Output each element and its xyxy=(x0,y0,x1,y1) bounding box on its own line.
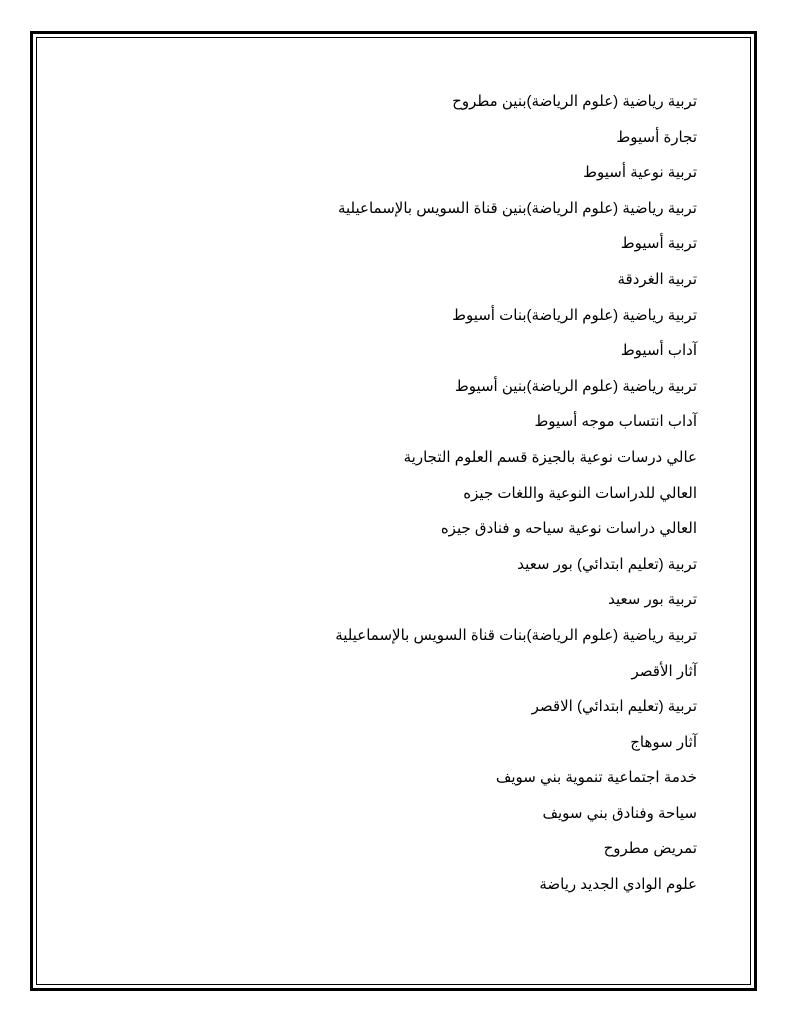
list-item: سياحة وفنادق بني سويف xyxy=(542,804,697,822)
list-item: العالي للدراسات النوعية واللغات جيزه xyxy=(463,484,697,502)
list-item: تجارة أسيوط xyxy=(616,128,697,146)
list-item: تربية بور سعيد xyxy=(608,591,697,609)
list-item: آداب انتساب موجه أسيوط xyxy=(534,413,697,431)
list-item: تربية رياضية (علوم الرياضة)بنات قناة السويس بالإسماعيلية xyxy=(335,626,697,644)
list-item: العالي دراسات نوعية سياحه و فنادق جيزه xyxy=(440,520,697,538)
list-item: تربية (تعليم ابتدائي) بور سعيد xyxy=(517,555,697,573)
list-item: آثار سوهاج xyxy=(630,733,697,751)
list-item: تربية رياضية (علوم الرياضة)بنين أسيوط xyxy=(454,377,697,395)
list-item: عالي درسات نوعية بالجيزة قسم العلوم التجارية xyxy=(403,448,697,466)
list-item: تربية نوعية أسيوط xyxy=(583,164,697,182)
faculty-list xyxy=(97,92,697,911)
list-item: خدمة اجتماعية تنموية بني سويف xyxy=(495,769,697,787)
list-item: تربية رياضية (علوم الرياضة)بنات أسيوط xyxy=(452,306,697,324)
list-item: آداب أسيوط xyxy=(620,342,697,360)
list-item: تربية رياضية (علوم الرياضة)بنين مطروح xyxy=(452,93,697,110)
list-item: علوم الوادي الجديد رياضة xyxy=(539,876,697,894)
list-item: تربية (تعليم ابتدائي) الاقصر xyxy=(531,698,697,716)
list-item: تمريض مطروح xyxy=(603,840,697,858)
list-item: تربية أسيوط xyxy=(620,235,697,253)
list-item: تربية الغردقة xyxy=(617,270,697,288)
list-item: آثار الأقصر xyxy=(631,662,697,680)
list-item: تربية رياضية (علوم الرياضة)بنين قناة السويس بالإسماعيلية xyxy=(337,199,697,217)
